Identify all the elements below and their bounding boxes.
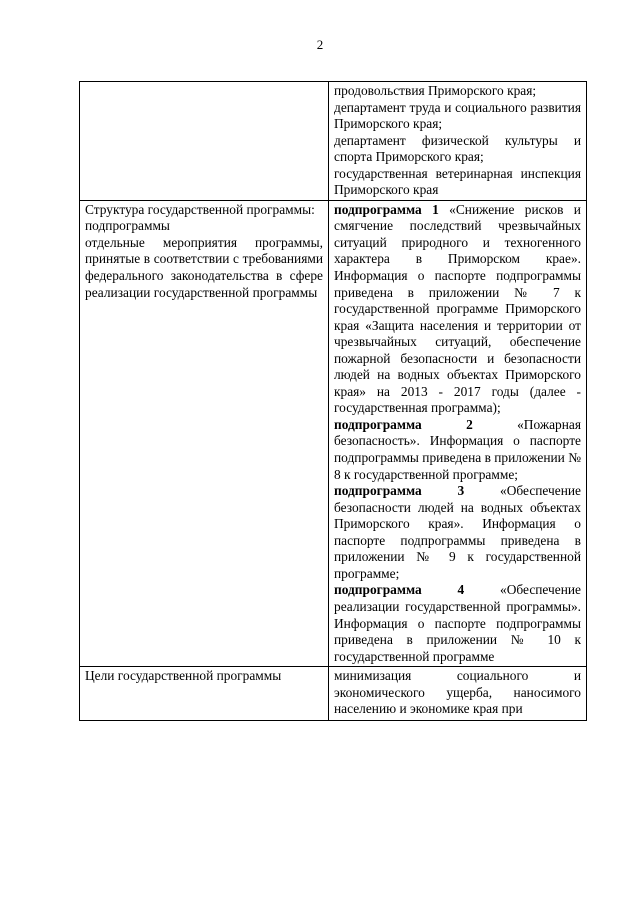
subprograms-cell	[329, 200, 587, 666]
executor-item: департамент физической культуры и спорта Приморского края;	[334, 132, 581, 165]
program-passport-table	[79, 81, 587, 721]
subprogram-4-item	[334, 582, 581, 665]
row-1-label-cell	[80, 82, 329, 201]
structure-description: отдельные мероприятия программы, принятые в соответствии с требованиями федерального законодательства в сфере реализации государственной программы	[85, 234, 323, 300]
goals-value-cell: минимизация социального и экономического ущерба, наносимого населению и экономике края при	[329, 667, 587, 721]
structure-heading: Структура государственной программы:	[85, 201, 315, 217]
subprogram-2-label: подпрограмма 2	[334, 416, 473, 432]
subprogram-3-item	[334, 483, 581, 582]
subprogram-1-text: «Снижение рисков и смягчение последствий чрезвычайных ситуаций природного и техногенного характера в Приморском крае». Информация о паспорте подпрограммы приведена в приложении № 7 к государственной программе Приморского края «Защита населения и территории от чрезвычайных ситуаций, обеспечение пожарной безопасности и безопасности людей на водных объектах Приморского края» на 2013 - 2017 годы (далее - государственная программа);	[334, 201, 581, 416]
subprogram-4-text: «Обеспечение реализации государственной программы». Информация о паспорте подпрограммы приведена в приложении № 10 к государственной программе	[334, 582, 581, 664]
goals-label-cell: Цели государственной программы	[80, 667, 329, 721]
table-row	[80, 82, 587, 201]
subprogram-1-label: подпрограмма 1	[334, 201, 439, 217]
subprogram-3-label: подпрограмма 3	[334, 483, 465, 499]
executor-item: продовольствия Приморского края;	[334, 83, 537, 98]
executor-item: государственная ветеринарная инспекция Приморского края	[334, 165, 581, 198]
subprogram-2-item	[334, 417, 581, 483]
subprogram-1-item	[334, 202, 581, 417]
structure-label-cell	[80, 200, 329, 666]
page-number: 2	[316, 37, 324, 52]
subprogram-3-text: «Обеспечение безопасности людей на водных объектах Приморского края». Информация о паспорте подпрограммы приведена в приложении № 9 к государственной программе;	[334, 483, 581, 581]
structure-subheading: подпрограммы	[85, 218, 170, 234]
executor-item: департамент труда и социального развития Приморского края;	[334, 99, 581, 132]
subprogram-2-text: «Пожарная безопасность». Информация о паспорте подпрограммы приведена в приложении № 8 к государственной программе;	[334, 416, 581, 482]
table-row	[80, 200, 587, 666]
subprogram-4-label: подпрограмма 4	[334, 582, 465, 598]
row-1-value-cell	[329, 82, 587, 201]
table-row	[80, 667, 587, 721]
